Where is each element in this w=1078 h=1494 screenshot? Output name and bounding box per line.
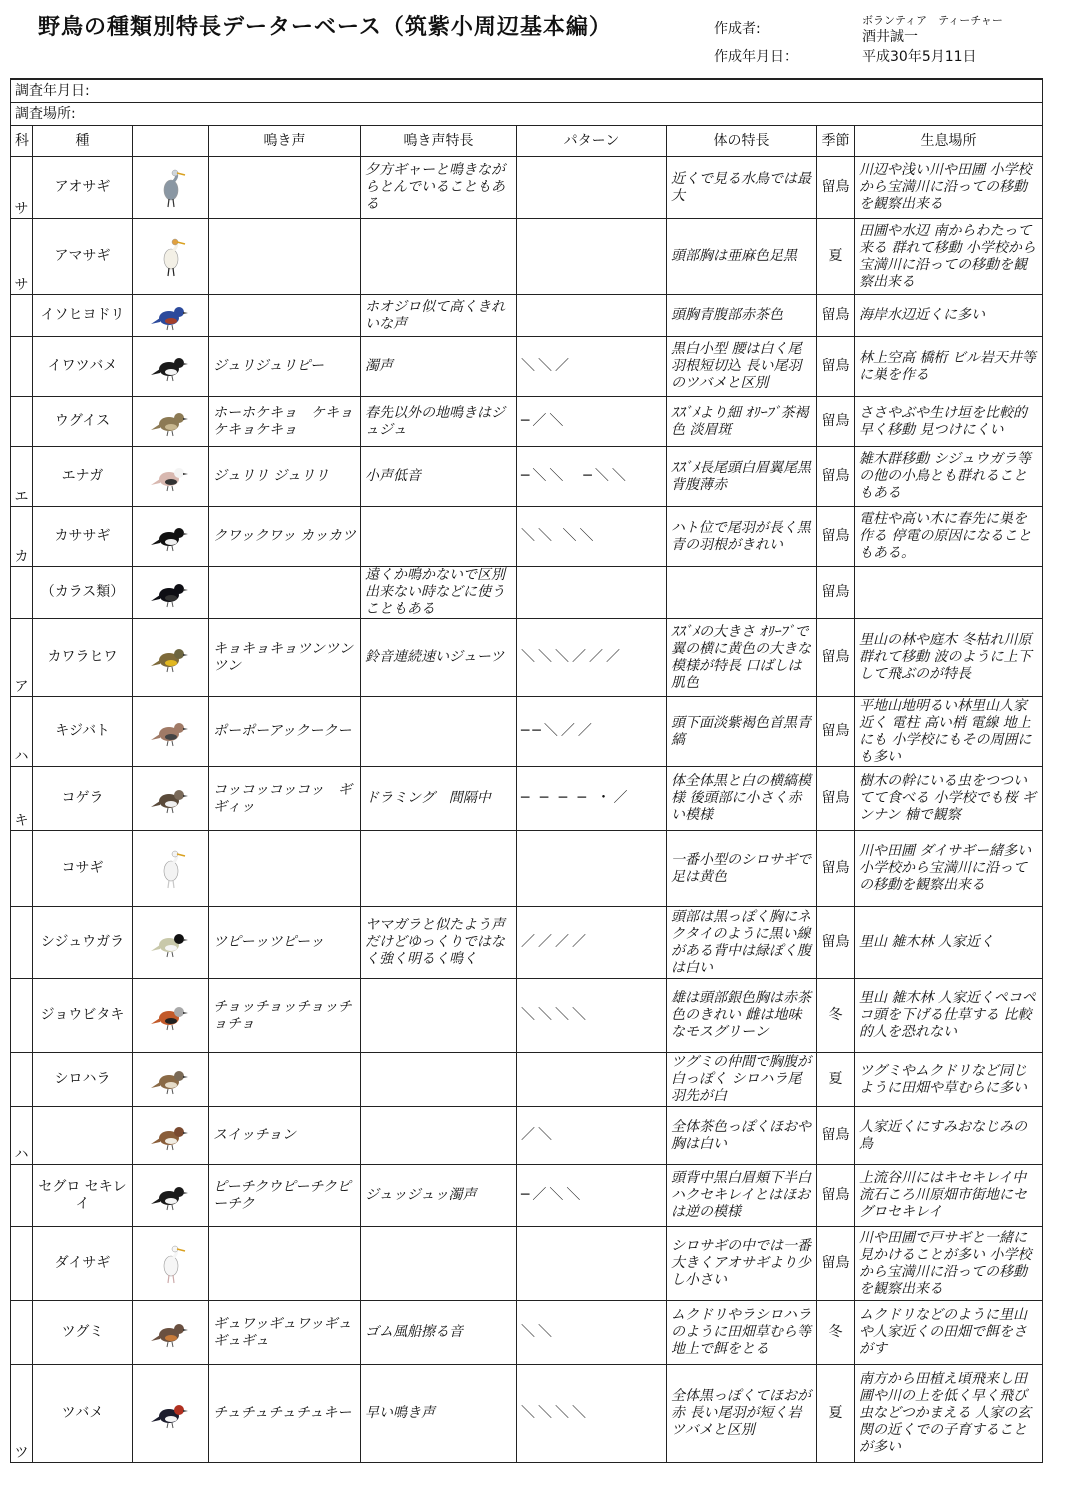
family-cell: サ bbox=[11, 157, 33, 219]
species-name: （カラス類） bbox=[33, 567, 133, 619]
habitat-cell: 海岸水辺近くに多い bbox=[855, 295, 1043, 337]
species-name: コゲラ bbox=[33, 767, 133, 831]
species-name bbox=[33, 1107, 133, 1165]
bird-table bbox=[10, 78, 1043, 1463]
pattern-cell: ＼＼＼／／／ bbox=[517, 619, 667, 697]
habitat-cell: 樹木の幹にいる虫をつついてて食べる 小学校でも桜 ギンナン 楠で観察 bbox=[855, 767, 1043, 831]
header-season: 季節 bbox=[817, 126, 855, 157]
season-cell: 留鳥 bbox=[817, 507, 855, 567]
bird-image-cell bbox=[133, 1365, 209, 1463]
family-cell bbox=[11, 1165, 33, 1227]
body-features-cell: ｽｽﾞﾒの大きさ ｵﾘｰﾌﾞで 翼の横に黄色の大きな模様が特長 口ばしは肌色 bbox=[667, 619, 817, 697]
bird-image-cell bbox=[133, 1107, 209, 1165]
call-features-cell: ホオジロ似て高くきれいな声 bbox=[361, 295, 517, 337]
body-features-cell bbox=[667, 567, 817, 619]
species-name: エナガ bbox=[33, 447, 133, 507]
table-row bbox=[11, 767, 1043, 831]
season-cell: 夏 bbox=[817, 1053, 855, 1107]
bird-image-cell bbox=[133, 219, 209, 295]
bird-image-cell bbox=[133, 447, 209, 507]
season-cell: 留鳥 bbox=[817, 567, 855, 619]
body-features-cell: 近くで見る水鳥では最大 bbox=[667, 157, 817, 219]
bird-illustration bbox=[149, 712, 193, 752]
species-name: ジョウビタキ bbox=[33, 979, 133, 1053]
bird-illustration bbox=[149, 996, 193, 1036]
bird-illustration bbox=[149, 402, 193, 442]
habitat-cell: 田圃や水辺 南からわたって来る 群れて移動 小学校から宝満川に沿っての移動を観察出来る bbox=[855, 219, 1043, 295]
bird-illustration bbox=[149, 237, 193, 277]
season-cell: 留鳥 bbox=[817, 907, 855, 979]
call-features-cell bbox=[361, 507, 517, 567]
family-cell: キ bbox=[11, 767, 33, 831]
call-features-cell bbox=[361, 1227, 517, 1301]
table-row bbox=[11, 1107, 1043, 1165]
season-cell: 留鳥 bbox=[817, 447, 855, 507]
call-cell: ジュリジュリピー bbox=[209, 337, 361, 397]
table-row bbox=[11, 397, 1043, 447]
header-call-features: 鳴き声特長 bbox=[361, 126, 517, 157]
bird-illustration bbox=[149, 347, 193, 387]
pattern-cell: ＼＼／ bbox=[517, 337, 667, 397]
table-row bbox=[11, 1301, 1043, 1365]
body-features-cell: シロサギの中では一番大きくアオサギより少し小さい bbox=[667, 1227, 817, 1301]
species-name: ウグイス bbox=[33, 397, 133, 447]
species-name: イソヒヨドリ bbox=[33, 295, 133, 337]
call-cell: ギュワッギュワッギュギュギュ bbox=[209, 1301, 361, 1365]
season-cell: 留鳥 bbox=[817, 697, 855, 767]
species-name: イワツバメ bbox=[33, 337, 133, 397]
season-cell: 留鳥 bbox=[817, 1107, 855, 1165]
header-species: 種 bbox=[33, 126, 133, 157]
body-features-cell: 頭背中黒白眉頬下半白 ハクセキレイとはほおは逆の模様 bbox=[667, 1165, 817, 1227]
bird-image-cell bbox=[133, 1227, 209, 1301]
bird-illustration bbox=[149, 457, 193, 497]
pattern-cell: ＼＼＼＼ bbox=[517, 979, 667, 1053]
season-cell: 留鳥 bbox=[817, 1165, 855, 1227]
call-cell: チュチュチュチュキー bbox=[209, 1365, 361, 1463]
bird-illustration bbox=[149, 517, 193, 557]
pattern-cell: ─／＼＼ bbox=[517, 1165, 667, 1227]
pattern-cell: ／／／／ bbox=[517, 907, 667, 979]
body-features-cell: 全体黒っぽくてほおが赤 長い尾羽が短く岩ツバメと区別 bbox=[667, 1365, 817, 1463]
season-cell: 夏 bbox=[817, 219, 855, 295]
date-label: 作成年月日： bbox=[714, 49, 798, 65]
season-cell: 留鳥 bbox=[817, 295, 855, 337]
bird-illustration bbox=[149, 1394, 193, 1434]
table-row bbox=[11, 219, 1043, 295]
call-cell: ホーホケキョ ケキョケキョケキョ bbox=[209, 397, 361, 447]
bird-illustration bbox=[149, 573, 193, 613]
bird-image-cell bbox=[133, 1301, 209, 1365]
call-features-cell: ゴム風船擦る音 bbox=[361, 1301, 517, 1365]
habitat-cell: ささやぶや生け垣を比較的早く移動 見つけにくい bbox=[855, 397, 1043, 447]
pattern-cell bbox=[517, 831, 667, 907]
call-cell bbox=[209, 1053, 361, 1107]
season-cell: 留鳥 bbox=[817, 337, 855, 397]
species-name: シロハラ bbox=[33, 1053, 133, 1107]
body-features-cell: 頭部胸は亜麻色足黒 bbox=[667, 219, 817, 295]
bird-image-cell bbox=[133, 619, 209, 697]
pattern-cell: ─＼＼ ─＼＼ bbox=[517, 447, 667, 507]
pattern-cell: ＼＼ bbox=[517, 1301, 667, 1365]
body-features-cell: 黒白小型 腰は白く尾羽根短切込 長い尾羽のツバメと区別 bbox=[667, 337, 817, 397]
family-cell bbox=[11, 907, 33, 979]
pattern-cell bbox=[517, 219, 667, 295]
family-cell: ア bbox=[11, 619, 33, 697]
body-features-cell: 頭下面淡紫褐色首黒青縞 bbox=[667, 697, 817, 767]
table-row bbox=[11, 157, 1043, 219]
table-row bbox=[11, 447, 1043, 507]
call-cell: コッコッコッコッ ギギィッ bbox=[209, 767, 361, 831]
table-row bbox=[11, 619, 1043, 697]
pattern-cell bbox=[517, 295, 667, 337]
call-cell: ツピーッツピーッ bbox=[209, 907, 361, 979]
call-cell bbox=[209, 1227, 361, 1301]
call-cell bbox=[209, 219, 361, 295]
call-features-cell: 春先以外の地鳴きはジュジュ bbox=[361, 397, 517, 447]
pattern-cell bbox=[517, 157, 667, 219]
body-features-cell: 頭部は黒っぽく胸にネクタイのように黒い線がある背中は緑ぽく腹は白い bbox=[667, 907, 817, 979]
habitat-cell: 川や田圃で戸サギと一緒に見かけることが多い 小学校から宝満川に沿っての移動を観察出来る bbox=[855, 1227, 1043, 1301]
call-features-cell: ヤマガラと似たよう声だけどゆっくりではなく強く明るく鳴く bbox=[361, 907, 517, 979]
bird-illustration bbox=[149, 1313, 193, 1353]
family-cell bbox=[11, 567, 33, 619]
bird-illustration bbox=[149, 923, 193, 963]
bird-image-cell bbox=[133, 157, 209, 219]
season-cell: 留鳥 bbox=[817, 831, 855, 907]
family-cell: ハ bbox=[11, 1107, 33, 1165]
call-features-cell: 小声低音 bbox=[361, 447, 517, 507]
bird-illustration bbox=[149, 1116, 193, 1156]
bird-image-cell bbox=[133, 337, 209, 397]
bird-illustration bbox=[149, 779, 193, 819]
habitat-cell: 林上空高 橋桁 ビル岩天井等に巣を作る bbox=[855, 337, 1043, 397]
family-cell: ハ bbox=[11, 697, 33, 767]
species-name: コサギ bbox=[33, 831, 133, 907]
habitat-cell: 雑木群移動 シジュウガラ等の他の小鳥とも群れることもある bbox=[855, 447, 1043, 507]
bird-image-cell bbox=[133, 907, 209, 979]
table-row bbox=[11, 831, 1043, 907]
bird-image-cell bbox=[133, 397, 209, 447]
habitat-cell: 電柱や高い木に春先に巣を作る 停電の原因になることもある。 bbox=[855, 507, 1043, 567]
pattern-cell: ─ ─ ─ ─ ・／ bbox=[517, 767, 667, 831]
pattern-cell: ──＼／／ bbox=[517, 697, 667, 767]
season-cell: 夏 bbox=[817, 1365, 855, 1463]
table-row bbox=[11, 567, 1043, 619]
bird-image-cell bbox=[133, 831, 209, 907]
table-row bbox=[11, 697, 1043, 767]
body-features-cell: 全体茶色っぽくほおや胸は白い bbox=[667, 1107, 817, 1165]
call-features-cell: ドラミング 間隔中 bbox=[361, 767, 517, 831]
body-features-cell: 頭胸青腹部赤茶色 bbox=[667, 295, 817, 337]
species-name: ツグミ bbox=[33, 1301, 133, 1365]
pattern-cell: ＼＼＼＼ bbox=[517, 1365, 667, 1463]
body-features-cell: ｽｽﾞﾒ長尾頭白眉翼尾黒背腹薄赤 bbox=[667, 447, 817, 507]
pattern-cell: ＼＼ ＼＼ bbox=[517, 507, 667, 567]
season-cell: 冬 bbox=[817, 979, 855, 1053]
call-features-cell: 夕方ギャーと鳴きながらとんでいることもある bbox=[361, 157, 517, 219]
bird-illustration bbox=[149, 296, 193, 336]
call-cell: ジュリリ ジュリリ bbox=[209, 447, 361, 507]
header-call: 鳴き声 bbox=[209, 126, 361, 157]
call-features-cell bbox=[361, 831, 517, 907]
species-name: ツバメ bbox=[33, 1365, 133, 1463]
habitat-cell: 川や田圃 ダイサギー緒多い 小学校から宝満川に沿っての移動を観察出来る bbox=[855, 831, 1043, 907]
season-cell: 留鳥 bbox=[817, 157, 855, 219]
habitat-cell: 川辺や浅い川や田圃 小学校から宝満川に沿っての移動を観察出来る bbox=[855, 157, 1043, 219]
habitat-cell: 平地山地明るい林里山人家近く 電柱 高い梢 電線 地上にも 小学校にもその周囲にも多い bbox=[855, 697, 1043, 767]
pattern-cell bbox=[517, 1053, 667, 1107]
species-name: アオサギ bbox=[33, 157, 133, 219]
header-habitat: 生息場所 bbox=[855, 126, 1043, 157]
call-cell bbox=[209, 831, 361, 907]
call-features-cell bbox=[361, 1107, 517, 1165]
call-cell: チョッチョッチョッチョチョ bbox=[209, 979, 361, 1053]
habitat-cell: ムクドリなどのように里山や人家近くの田畑で餌をさがす bbox=[855, 1301, 1043, 1365]
author-name: 酒井誠一 bbox=[862, 29, 918, 45]
body-features-cell: ツグミの仲間で胸腹が白っぽく シロハラ尾羽先が白 bbox=[667, 1053, 817, 1107]
call-cell bbox=[209, 567, 361, 619]
survey-place-label: 調査場所: bbox=[11, 103, 1043, 126]
family-cell bbox=[11, 397, 33, 447]
habitat-cell: ツグミやムクドリなど同じように田畑や草むらに多い bbox=[855, 1053, 1043, 1107]
table-row bbox=[11, 507, 1043, 567]
survey-date-label: 調査年月日: bbox=[11, 79, 1043, 103]
call-features-cell: 遠くか鳴かないで区別出来ない時などに使うこともある bbox=[361, 567, 517, 619]
pattern-cell bbox=[517, 1227, 667, 1301]
habitat-cell: 人家近くにすみおなじみの鳥 bbox=[855, 1107, 1043, 1165]
species-name: カササギ bbox=[33, 507, 133, 567]
bird-image-cell bbox=[133, 295, 209, 337]
body-features-cell: 一番小型のシロサギで足は黄色 bbox=[667, 831, 817, 907]
bird-image-cell bbox=[133, 979, 209, 1053]
family-cell bbox=[11, 295, 33, 337]
habitat-cell: 里山 雑木林 人家近く bbox=[855, 907, 1043, 979]
habitat-cell: 南方から田植え頃飛来し田圃や川の上を低く早く飛び虫などつかまえる 人家の玄関の近くでの子育することが多い bbox=[855, 1365, 1043, 1463]
call-features-cell: ジュッジュッ濁声 bbox=[361, 1165, 517, 1227]
species-name: キジバト bbox=[33, 697, 133, 767]
habitat-cell: 上流谷川にはキセキレイ中流石ころ川原畑市街地にセグロセキレイ bbox=[855, 1165, 1043, 1227]
species-name: アマサギ bbox=[33, 219, 133, 295]
family-cell: エ bbox=[11, 447, 33, 507]
call-cell: スイッチョン bbox=[209, 1107, 361, 1165]
family-cell bbox=[11, 1227, 33, 1301]
family-cell bbox=[11, 1301, 33, 1365]
bird-image-cell bbox=[133, 567, 209, 619]
pattern-cell bbox=[517, 567, 667, 619]
call-cell: クワックワッ カッカツ bbox=[209, 507, 361, 567]
document-title: 野鳥の種類別特長データーベース（筑紫小周辺基本編） bbox=[38, 15, 612, 40]
habitat-cell: 里山 雑木林 人家近くペコペコ頭を下げる仕草する 比較的人を恐れない bbox=[855, 979, 1043, 1053]
bird-image-cell bbox=[133, 697, 209, 767]
call-features-cell bbox=[361, 697, 517, 767]
bird-illustration bbox=[149, 1176, 193, 1216]
family-cell bbox=[11, 337, 33, 397]
call-features-cell: 早い鳴き声 bbox=[361, 1365, 517, 1463]
species-name: シジュウガラ bbox=[33, 907, 133, 979]
date-value: 平成30年5月11日 bbox=[862, 49, 977, 65]
table-row bbox=[11, 1053, 1043, 1107]
call-cell bbox=[209, 295, 361, 337]
season-cell: 留鳥 bbox=[817, 767, 855, 831]
family-cell: ツ bbox=[11, 1365, 33, 1463]
header-pattern: パターン bbox=[517, 126, 667, 157]
table-row bbox=[11, 1165, 1043, 1227]
author-label: 作成者: bbox=[714, 21, 761, 37]
bird-image-cell bbox=[133, 1165, 209, 1227]
bird-illustration bbox=[149, 849, 193, 889]
body-features-cell: ムクドリやラシロハラのように田畑草むら等地上で餌をとる bbox=[667, 1301, 817, 1365]
table-row bbox=[11, 1227, 1043, 1301]
bird-image-cell bbox=[133, 767, 209, 831]
call-cell: キョキョキョツンツンツン bbox=[209, 619, 361, 697]
call-features-cell bbox=[361, 219, 517, 295]
family-cell: カ bbox=[11, 507, 33, 567]
table-row bbox=[11, 1365, 1043, 1463]
table-row bbox=[11, 295, 1043, 337]
species-name: ダイサギ bbox=[33, 1227, 133, 1301]
author-role: ボランティア ティーチャー bbox=[862, 14, 1003, 27]
bird-image-cell bbox=[133, 507, 209, 567]
season-cell: 留鳥 bbox=[817, 1227, 855, 1301]
bird-image-cell bbox=[133, 1053, 209, 1107]
family-cell bbox=[11, 831, 33, 907]
header-body: 体の特長 bbox=[667, 126, 817, 157]
call-features-cell bbox=[361, 979, 517, 1053]
table-row bbox=[11, 907, 1043, 979]
family-cell bbox=[11, 1053, 33, 1107]
season-cell: 冬 bbox=[817, 1301, 855, 1365]
pattern-cell: ─／＼ bbox=[517, 397, 667, 447]
bird-illustration bbox=[149, 638, 193, 678]
header-family: 科 bbox=[11, 126, 33, 157]
call-cell bbox=[209, 157, 361, 219]
body-features-cell: ハト位で尾羽が長く黒青の羽根がきれい bbox=[667, 507, 817, 567]
habitat-cell: 里山の林や庭木 冬枯れ川原 群れて移動 波のように上下して飛ぶのが特長 bbox=[855, 619, 1043, 697]
call-cell: ポーポーアックークー bbox=[209, 697, 361, 767]
body-features-cell: 体全体黒と白の横縞模様 後頭部に小さく赤い模様 bbox=[667, 767, 817, 831]
habitat-cell bbox=[855, 567, 1043, 619]
call-cell: ピーチクウピーチクピーチク bbox=[209, 1165, 361, 1227]
species-name: カワラヒワ bbox=[33, 619, 133, 697]
bird-illustration bbox=[149, 168, 193, 208]
table-row bbox=[11, 337, 1043, 397]
call-features-cell: 鈴音連続速いジューツ bbox=[361, 619, 517, 697]
season-cell: 留鳥 bbox=[817, 619, 855, 697]
bird-illustration bbox=[149, 1060, 193, 1100]
family-cell bbox=[11, 979, 33, 1053]
body-features-cell: ｽｽﾞﾒより細 ｵﾘｰﾌﾞ茶褐色 淡眉斑 bbox=[667, 397, 817, 447]
species-name: セグロ セキレイ bbox=[33, 1165, 133, 1227]
call-features-cell: 濁声 bbox=[361, 337, 517, 397]
family-cell: サ bbox=[11, 219, 33, 295]
bird-illustration bbox=[149, 1244, 193, 1284]
call-features-cell bbox=[361, 1053, 517, 1107]
pattern-cell: ／＼ bbox=[517, 1107, 667, 1165]
season-cell: 留鳥 bbox=[817, 397, 855, 447]
body-features-cell: 雄は頭部銀色胸は赤茶色のきれい 雌は地味なモスグリーン bbox=[667, 979, 817, 1053]
header-image bbox=[133, 126, 209, 157]
table-row bbox=[11, 979, 1043, 1053]
